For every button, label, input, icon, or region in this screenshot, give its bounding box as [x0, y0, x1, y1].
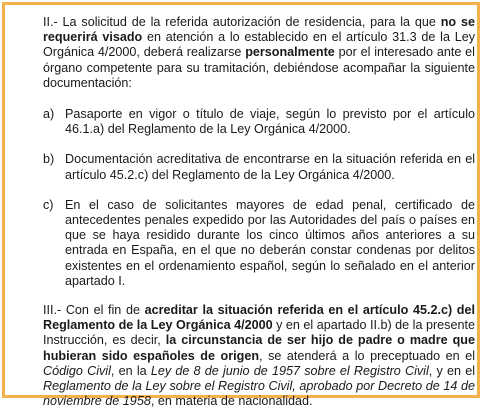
section-ii-text-1: II.- La solicitud de la referida autorización de residencia, para la que [43, 15, 441, 29]
list-text-a: Pasaporte en vigor o título de viaje, según lo previsto por el artículo 46.1.a) del Reglamento de la Ley Orgánica 4/2000. [65, 107, 475, 137]
list-text-c: En el caso de solicitantes mayores de edad penal, certificado de antecedentes penales expedido por las Autoridades del país o países en que se haya residido durante los cinco últimos años anteriores a su entrada en España, en el que no deberán constar condenas por delitos existentes en el ordenamiento español, según lo señalado en el anterior apartado I. [65, 197, 475, 288]
document-body [43, 15, 475, 409]
section-iii-bold-acreditar: acreditar la situación referida en el artículo 45.2.c) del Reglamento de la Ley Orgánica 4/2000 [43, 303, 475, 333]
section-iii-bold-circunstancia: la circunstancia de ser hijo de padre o madre que hubieran sido españoles de origen [43, 333, 476, 363]
section-iii-text-1: III.- Con el fin de [43, 303, 145, 318]
section-iii-text-2: y en el apartado II.b) de la presente Instrucción, es decir, [43, 318, 475, 348]
list-item-c [43, 198, 475, 289]
section-ii-text-2: en atención a lo establecido en el artículo 31.3 de la Ley Orgánica 4/2000, deberá realizarse [43, 30, 475, 60]
document-frame [2, 2, 480, 409]
section-ii-bold-personalmente: personalmente [245, 45, 335, 60]
section-iii-italic-reglamento: Reglamento de la Ley sobre el Registro Civil, aprobado por Decreto de 14 de noviembre de 1958 [43, 379, 475, 409]
list-item-a [43, 107, 475, 137]
list-text-b: Documentación acreditativa de encontrarse en la situación referida en el artículo 45.2.c) del Reglamento de la Ley Orgánica 4/2000. [65, 152, 475, 182]
section-iii-text-4: , en la [110, 363, 151, 378]
section-ii-paragraph [43, 15, 475, 91]
section-iii-paragraph [43, 303, 475, 409]
section-iii-italic-ley-1957: Ley de 8 de junio de 1957 sobre el Registro Civil [150, 363, 429, 378]
section-iii-text-3: , se atenderá a lo preceptuado en el [259, 348, 475, 363]
list-marker-b: b) [43, 152, 55, 167]
section-ii-text-3: por el interesado ante el órgano competente para su tramitación, debiéndose acompañar la siguiente documentación: [43, 45, 475, 90]
list-marker-a: a) [43, 107, 55, 122]
documentation-list [43, 107, 475, 289]
list-item-b [43, 152, 475, 182]
section-iii-text-6: , en materia de nacionalidad. [150, 394, 313, 409]
section-iii-text-5: , y en el [428, 363, 476, 378]
section-ii-bold-visado: no se requerirá visado [43, 15, 475, 45]
list-marker-c: c) [43, 197, 54, 212]
section-iii-italic-codigo-civil: Código Civil [43, 363, 111, 378]
